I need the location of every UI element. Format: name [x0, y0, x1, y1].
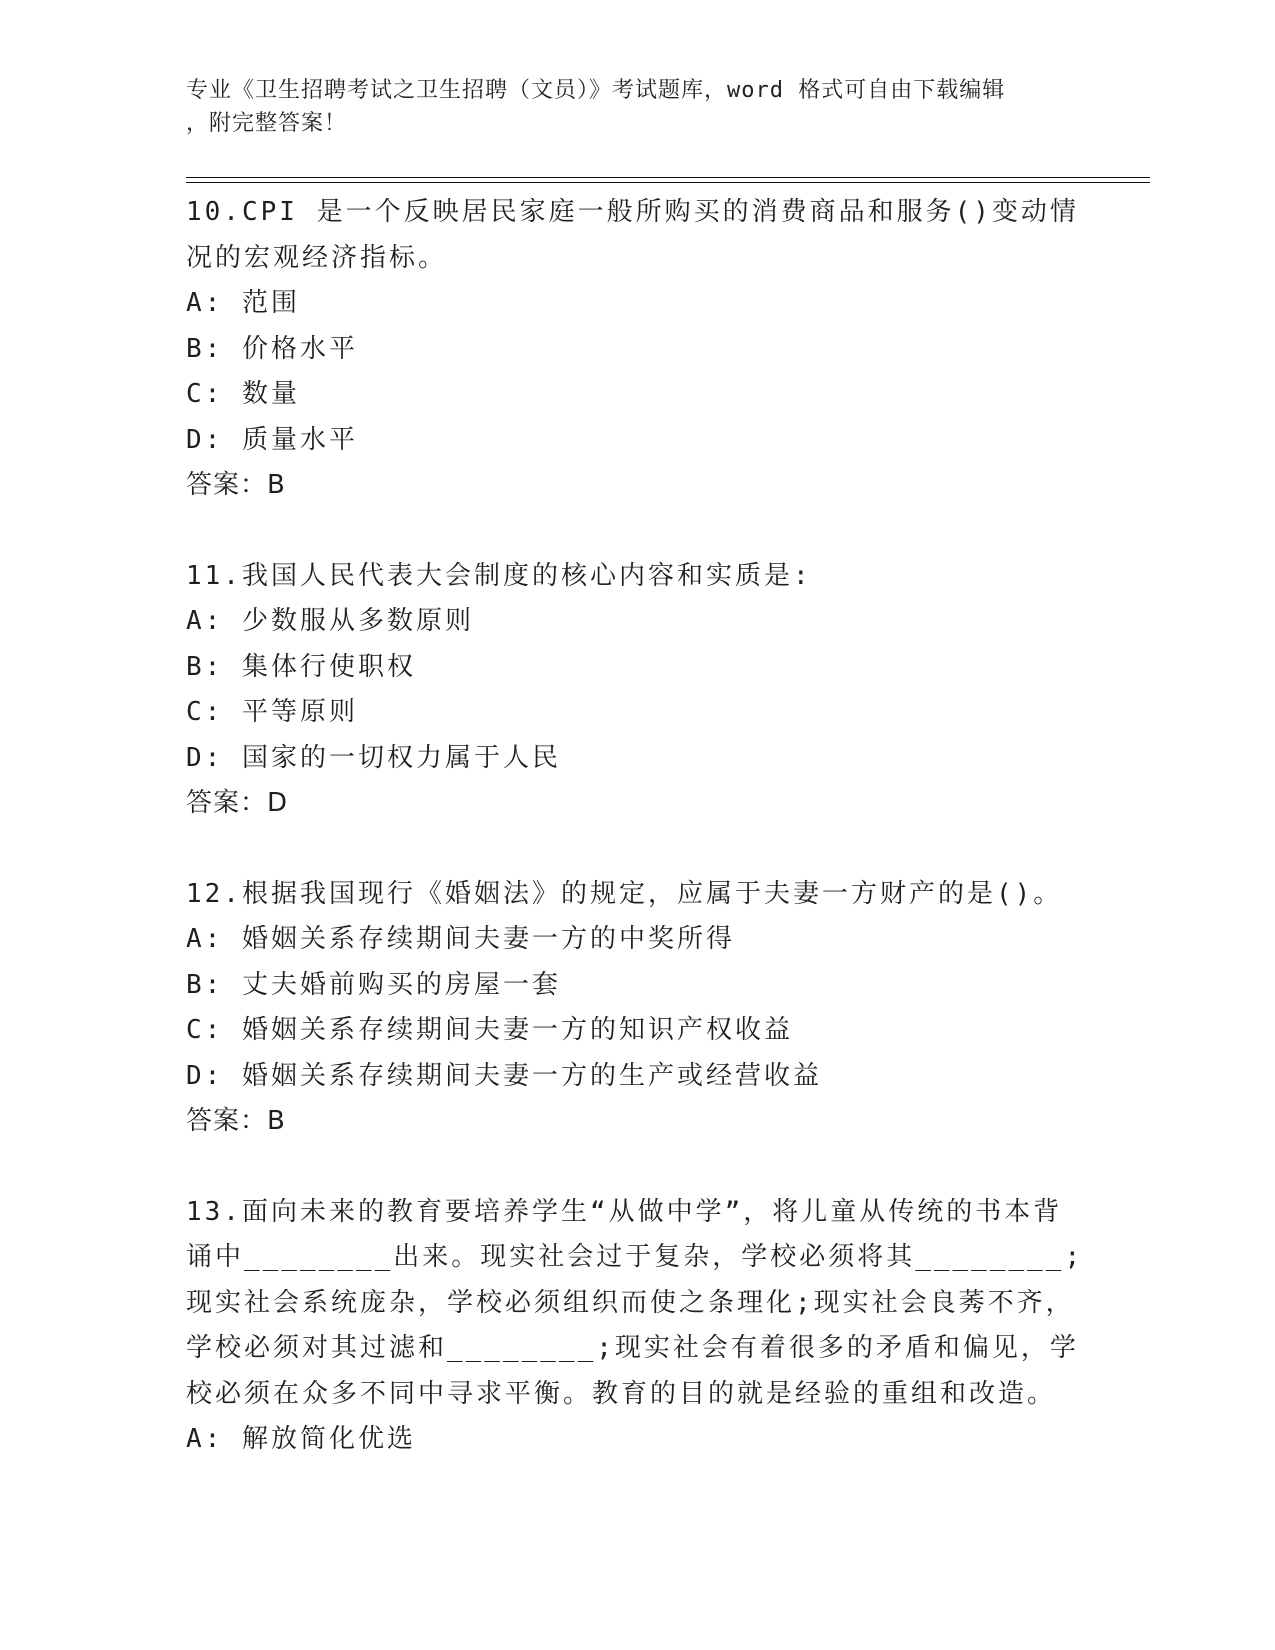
question-spacer	[186, 1145, 1086, 1190]
option-a: A: 范围	[186, 288, 300, 318]
option-c: C: 数量	[186, 379, 300, 409]
question-stem: 11.我国人民代表大会制度的核心内容和实质是:	[186, 560, 812, 591]
header-line-2: ，附完整答案！	[186, 111, 348, 136]
question-12	[186, 872, 1086, 1145]
option-c: C: 平等原则	[186, 697, 358, 727]
header-divider-top	[186, 177, 1150, 178]
question-13	[186, 1190, 1086, 1463]
question-spacer	[186, 827, 1086, 872]
option-a: A: 少数服从多数原则	[186, 606, 474, 636]
question-list	[186, 190, 1086, 1463]
option-b: B: 丈夫婚前购买的房屋一套	[186, 969, 561, 1000]
option-d: D: 婚姻关系存续期间夫妻一方的生产或经营收益	[186, 1060, 822, 1091]
question-stem: 10.CPI 是一个反映居民家庭一般所购买的消费商品和服务()变动情况的宏观经济指标。	[186, 197, 1079, 273]
question-stem: 13.面向未来的教育要培养学生“从做中学”，将儿童从传统的书本背诵中________出来。现实社会过于复杂，学校必须将其________;现实社会系统庞杂，学校必须组织而使之条理化;现实社会良莠不齐，学校必须对其过滤和________;现实社会有着很多的矛盾和偏见，学校必须在众多不同中寻求平衡。教育的目的就是经验的重组和改造。	[186, 1196, 1084, 1409]
option-c: C: 婚姻关系存续期间夫妻一方的知识产权收益	[186, 1015, 793, 1045]
answer-line: 答案：B	[186, 470, 286, 500]
option-b: B: 集体行使职权	[186, 651, 416, 682]
option-d: D: 国家的一切权力属于人民	[186, 742, 561, 773]
option-d: D: 质量水平	[186, 424, 358, 455]
header-line-1: 专业《卫生招聘考试之卫生招聘（文员）》考试题库，word 格式可自由下载编辑	[186, 78, 1006, 103]
answer-line: 答案：D	[186, 788, 289, 818]
header-divider-bottom	[186, 182, 1150, 183]
question-spacer	[186, 509, 1086, 554]
question-10	[186, 190, 1086, 509]
question-stem: 12.根据我国现行《婚姻法》的规定，应属于夫妻一方财产的是()。	[186, 878, 1063, 909]
option-a: A: 解放简化优选	[186, 1424, 416, 1454]
document-header	[186, 74, 1066, 140]
answer-line: 答案：B	[186, 1106, 286, 1136]
option-b: B: 价格水平	[186, 333, 358, 364]
option-a: A: 婚姻关系存续期间夫妻一方的中奖所得	[186, 924, 735, 954]
question-11	[186, 554, 1086, 827]
